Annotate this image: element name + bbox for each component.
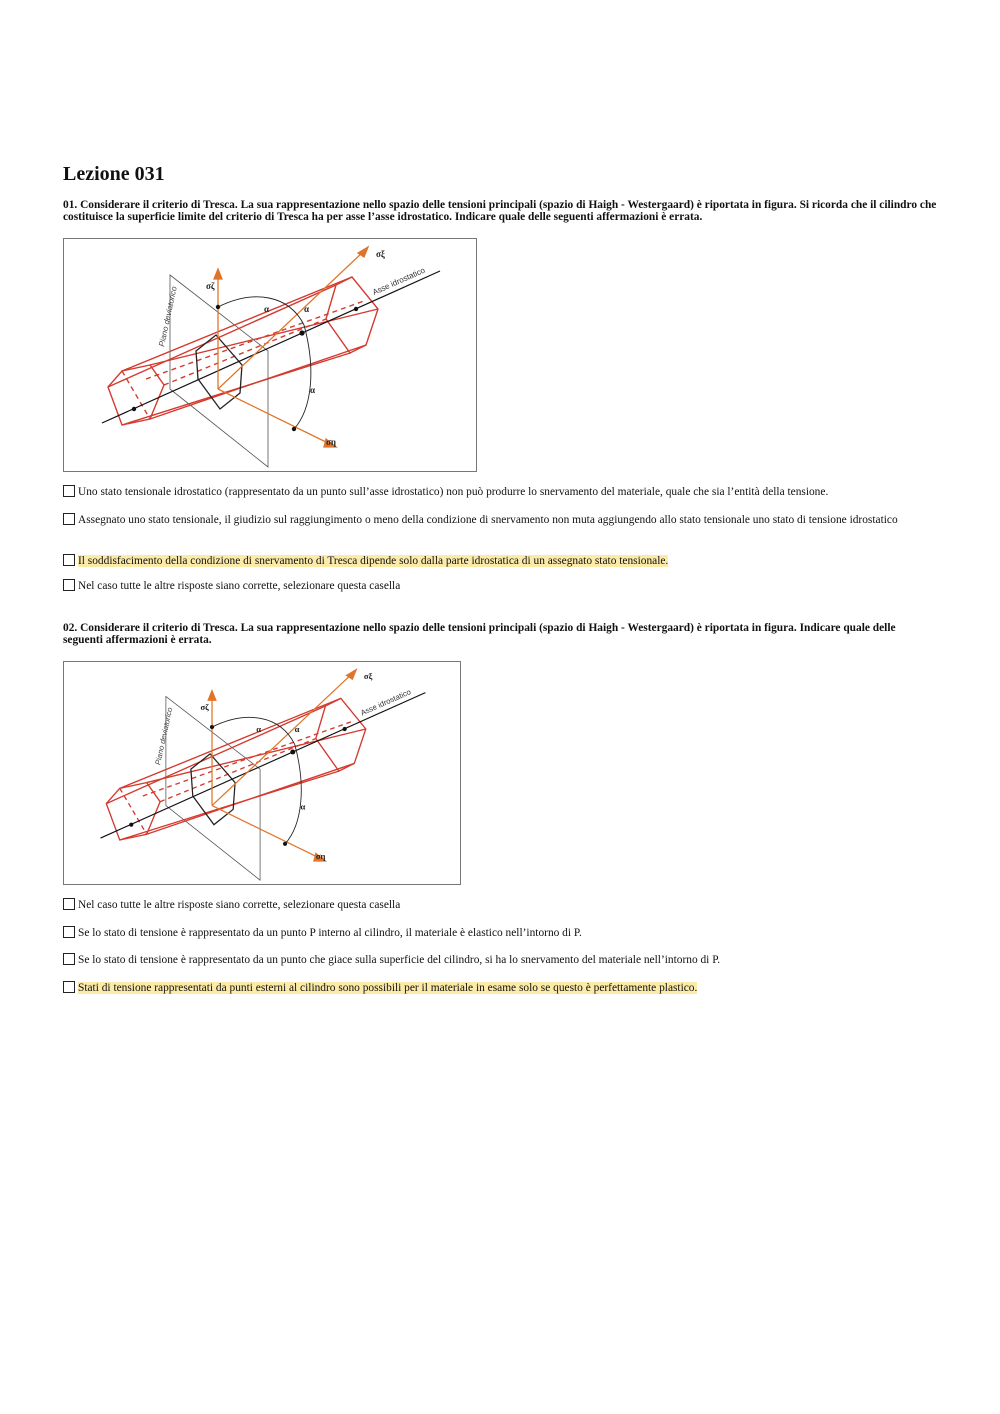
answer-checkbox[interactable]: [63, 485, 75, 497]
alpha-label-2: α: [304, 304, 310, 314]
tresca-cylinder: [106, 698, 366, 840]
sigma-xi-label: σξ: [376, 249, 385, 259]
answer-text: Uno stato tensionale idrostatico (rappresentato da un punto sull’asse idrostatico) non può produrre lo snervamento del materiale, quale che sia l’entità della tensione.: [78, 486, 829, 498]
alpha-label-3: α: [300, 801, 306, 812]
sigma-zeta-label: σζ: [206, 281, 215, 291]
alpha-label-3: α: [310, 385, 316, 395]
sigma-xi-label: σξ: [363, 671, 373, 682]
sigma-eta-label: ση: [326, 437, 337, 447]
answer-option[interactable]: [63, 485, 938, 499]
lesson-title: Lezione 031: [63, 163, 165, 185]
answer-text-highlighted: Il soddisfacimento della condizione di snervamento di Tresca dipende solo dalla parte idrostatica di un assegnato stato tensionale.: [78, 555, 669, 567]
stress-axes: [208, 670, 356, 861]
alpha-label-1: α: [264, 304, 270, 314]
axis-label: Asse idrostatico: [371, 265, 427, 297]
tresca-figure-1: [63, 238, 477, 472]
answer-checkbox[interactable]: [63, 554, 75, 566]
answer-checkbox[interactable]: [63, 926, 75, 938]
answer-option[interactable]: [63, 513, 938, 527]
answer-option[interactable]: [63, 898, 938, 912]
answer-option[interactable]: [63, 953, 938, 967]
question-2-text: 02. Considerare il criterio di Tresca. La sua rappresentazione nello spazio delle tensioni principali (spazio di Haigh - Westergaard) è riportata in figura. Indicare quale delle seguenti affermazioni è errata.: [63, 622, 896, 646]
answer-option[interactable]: [63, 981, 938, 995]
answer-checkbox[interactable]: [63, 953, 75, 965]
axis-label: Asse idrostatico: [359, 687, 413, 718]
answer-text: Assegnato uno stato tensionale, il giudizio sul raggiungimento o meno della condizione di snervamento non muta aggiungendo allo stato tensionale uno stato di tensione idrostatico: [78, 514, 898, 526]
alpha-label-1: α: [256, 723, 262, 734]
answer-text: Se lo stato di tensione è rappresentato da un punto P interno al cilindro, il materiale è elastico nell’intorno di P.: [78, 927, 582, 939]
answer-option[interactable]: [63, 926, 938, 940]
hydrostatic-axis: [101, 693, 426, 838]
question-1-text: 01. Considerare il criterio di Tresca. La sua rappresentazione nello spazio delle tensioni principali (spazio di Haigh - Westergaard) è riportata in figura. Si ricorda che il cilindro che costituisce la superficie limite del criterio di Tresca ha per asse l’asse idrostatico. Indicare quale delle seguenti affermazioni è errata.: [63, 199, 937, 223]
sigma-zeta-label: σζ: [200, 701, 209, 712]
answer-option[interactable]: [63, 579, 938, 593]
answer-text: Se lo stato di tensione è rappresentato da un punto che giace sulla superficie del cilindro, si ha lo snervamento del materiale nell’intorno di P.: [78, 954, 721, 966]
answer-text-highlighted: Stati di tensione rappresentati da punti esterni al cilindro sono possibili per il materiale in esame solo se questo è perfettamente plastico.: [78, 982, 698, 994]
answer-checkbox[interactable]: [63, 513, 75, 525]
alpha-label-2: α: [294, 723, 300, 734]
answer-checkbox[interactable]: [63, 579, 75, 591]
sigma-eta-label: ση: [315, 851, 326, 862]
hydrostatic-axis: [102, 271, 440, 423]
answer-checkbox[interactable]: [63, 981, 75, 993]
answer-text: Nel caso tutte le altre risposte siano corrette, selezionare questa casella: [78, 899, 401, 911]
plane-label: Piano deviatorico: [153, 706, 175, 766]
answer-text: Nel caso tutte le altre risposte siano corrette, selezionare questa casella: [78, 580, 401, 592]
tresca-cylinder: [108, 277, 378, 425]
stress-axes: [214, 247, 368, 447]
tresca-figure-2: [63, 661, 461, 885]
answer-checkbox[interactable]: [63, 898, 75, 910]
tresca-diagram: [64, 239, 476, 471]
tresca-diagram: [64, 662, 460, 884]
plane-label: Piano deviatorico: [157, 285, 179, 348]
answer-option[interactable]: [63, 554, 938, 568]
